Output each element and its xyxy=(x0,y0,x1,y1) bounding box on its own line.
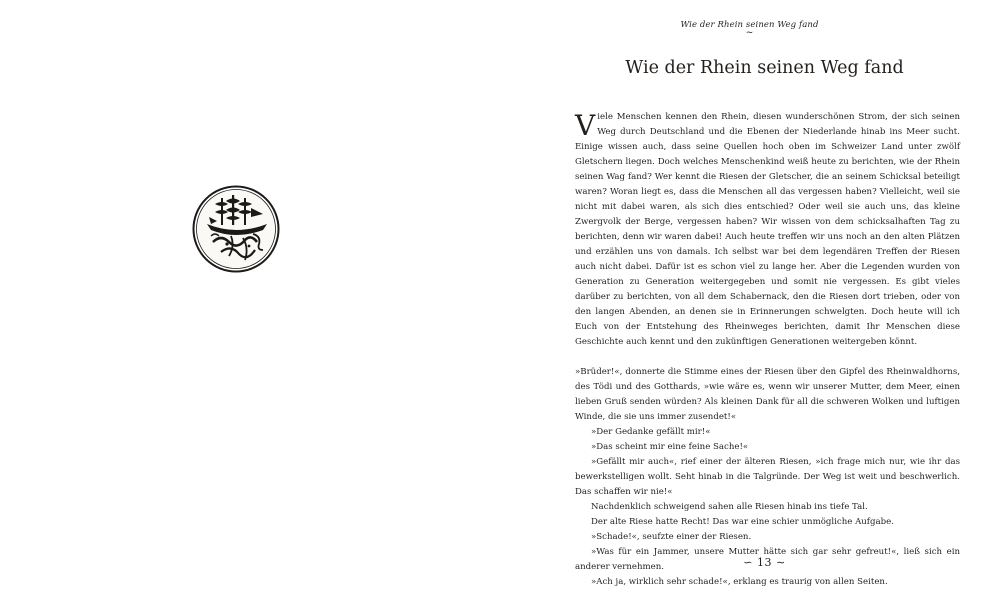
right-page xyxy=(500,0,999,600)
dialogue-paragraph: »Ach ja, wirklich sehr schade!«, erklang es traurig von allen Seiten. xyxy=(591,577,888,587)
body-text xyxy=(575,110,960,590)
emblem-illustration xyxy=(191,184,281,274)
drop-cap: V xyxy=(575,109,596,142)
paragraph-gap xyxy=(575,350,960,365)
dialogue-paragraph: »Das scheint mir eine feine Sache!« xyxy=(591,442,749,452)
chapter-title: Wie der Rhein seinen Weg fand xyxy=(625,58,904,78)
dialogue-paragraph: »Was für ein Jammer, unsere Mutter hätte sich gar sehr gefreut!«, ließ sich ein anderer vernehmen. xyxy=(575,547,960,572)
intro-text: iele Menschen kennen den Rhein, diesen wunderschönen Strom, der sich seinen Weg durch Deutschland und die Ebenen der Niederlande hinab ins Meer sucht. Einige wissen auch, dass seine Quellen hoch oben im Schweizer Land unter zwölf Gletschern liegen. Doch welches Menschenkind weiß heute zu berichten, wie der Rhein seinen Wag fand? Wer kennt die Riesen der Gletscher, die an seinem Schicksal beteiligt waren? Woran liegt es, dass die Menschen all das vergessen haben? Vielleicht, weil sie nicht mit dabei waren, als sich dies entschied? Oder weil sie auch uns, das kleine Zwergvolk der Berge, vergessen haben? Wir wissen von dem schicksalhaften Tag zu berichten, denn wir waren dabei! Auch heute treffen wir uns noch an den alten Plätzen und erzählen uns von damals. Ich selbst war bei dem legendären Treffen der Riesen auch nicht dabei. Dafür ist es schon viel zu lange her. Aber die Legenden wurden von Generation zu Generation weitergegeben und somit nie vergessen. Es gibt vieles darüber zu berichten, von all dem Schabernack, den die Riesen dort trieben, oder von den langen Abenden, an denen sie in Erinnerungen schwelgten. Doch heute will ich Euch von der Entstehung des Rheinweges berichten, damit Ihr Menschen diese Geschichte auch kennt und den zukünftigen Generationen weitergeben könnt. xyxy=(575,112,960,347)
dialogue-paragraph: Nachdenklich schweigend sahen alle Riesen hinab ins tiefe Tal. xyxy=(591,502,868,512)
dialogue-paragraph: »Brüder!«, donnerte die Stimme eines der Riesen über den Gipfel des Rheinwaldhorns, des Tödi und des Gotthards, »wie wäre es, wenn wir unserer Mutter, dem Meer, einen lieben Gruß senden würden? Als kleinen Dank für all die schweren Wolken und luftigen Winde, die sie uns immer zusendet!« xyxy=(575,367,960,422)
dialogue-paragraph: Der alte Riese hatte Recht! Das war eine schier unmögliche Aufgabe. xyxy=(591,517,894,527)
running-head: Wie der Rhein seinen Weg fand xyxy=(680,20,819,30)
intro-paragraph xyxy=(575,110,960,350)
dialogue-paragraph: »Der Gedanke gefällt mir!« xyxy=(591,427,711,437)
tilde-ornament: ~ xyxy=(745,28,754,38)
page-number: ∽ 13 ∼ xyxy=(743,556,786,569)
dialogue-paragraph: »Schade!«, seufzte einer der Riesen. xyxy=(591,532,752,542)
dialogue-paragraph: »Gefällt mir auch«, rief einer der älteren Riesen, »ich frage mich nur, wie ihr das bewerkstelligen wollt. Seht hinab in die Talgründe. Der Weg ist weit und beschwerlich. Das schaffen wir nie!« xyxy=(575,457,960,497)
